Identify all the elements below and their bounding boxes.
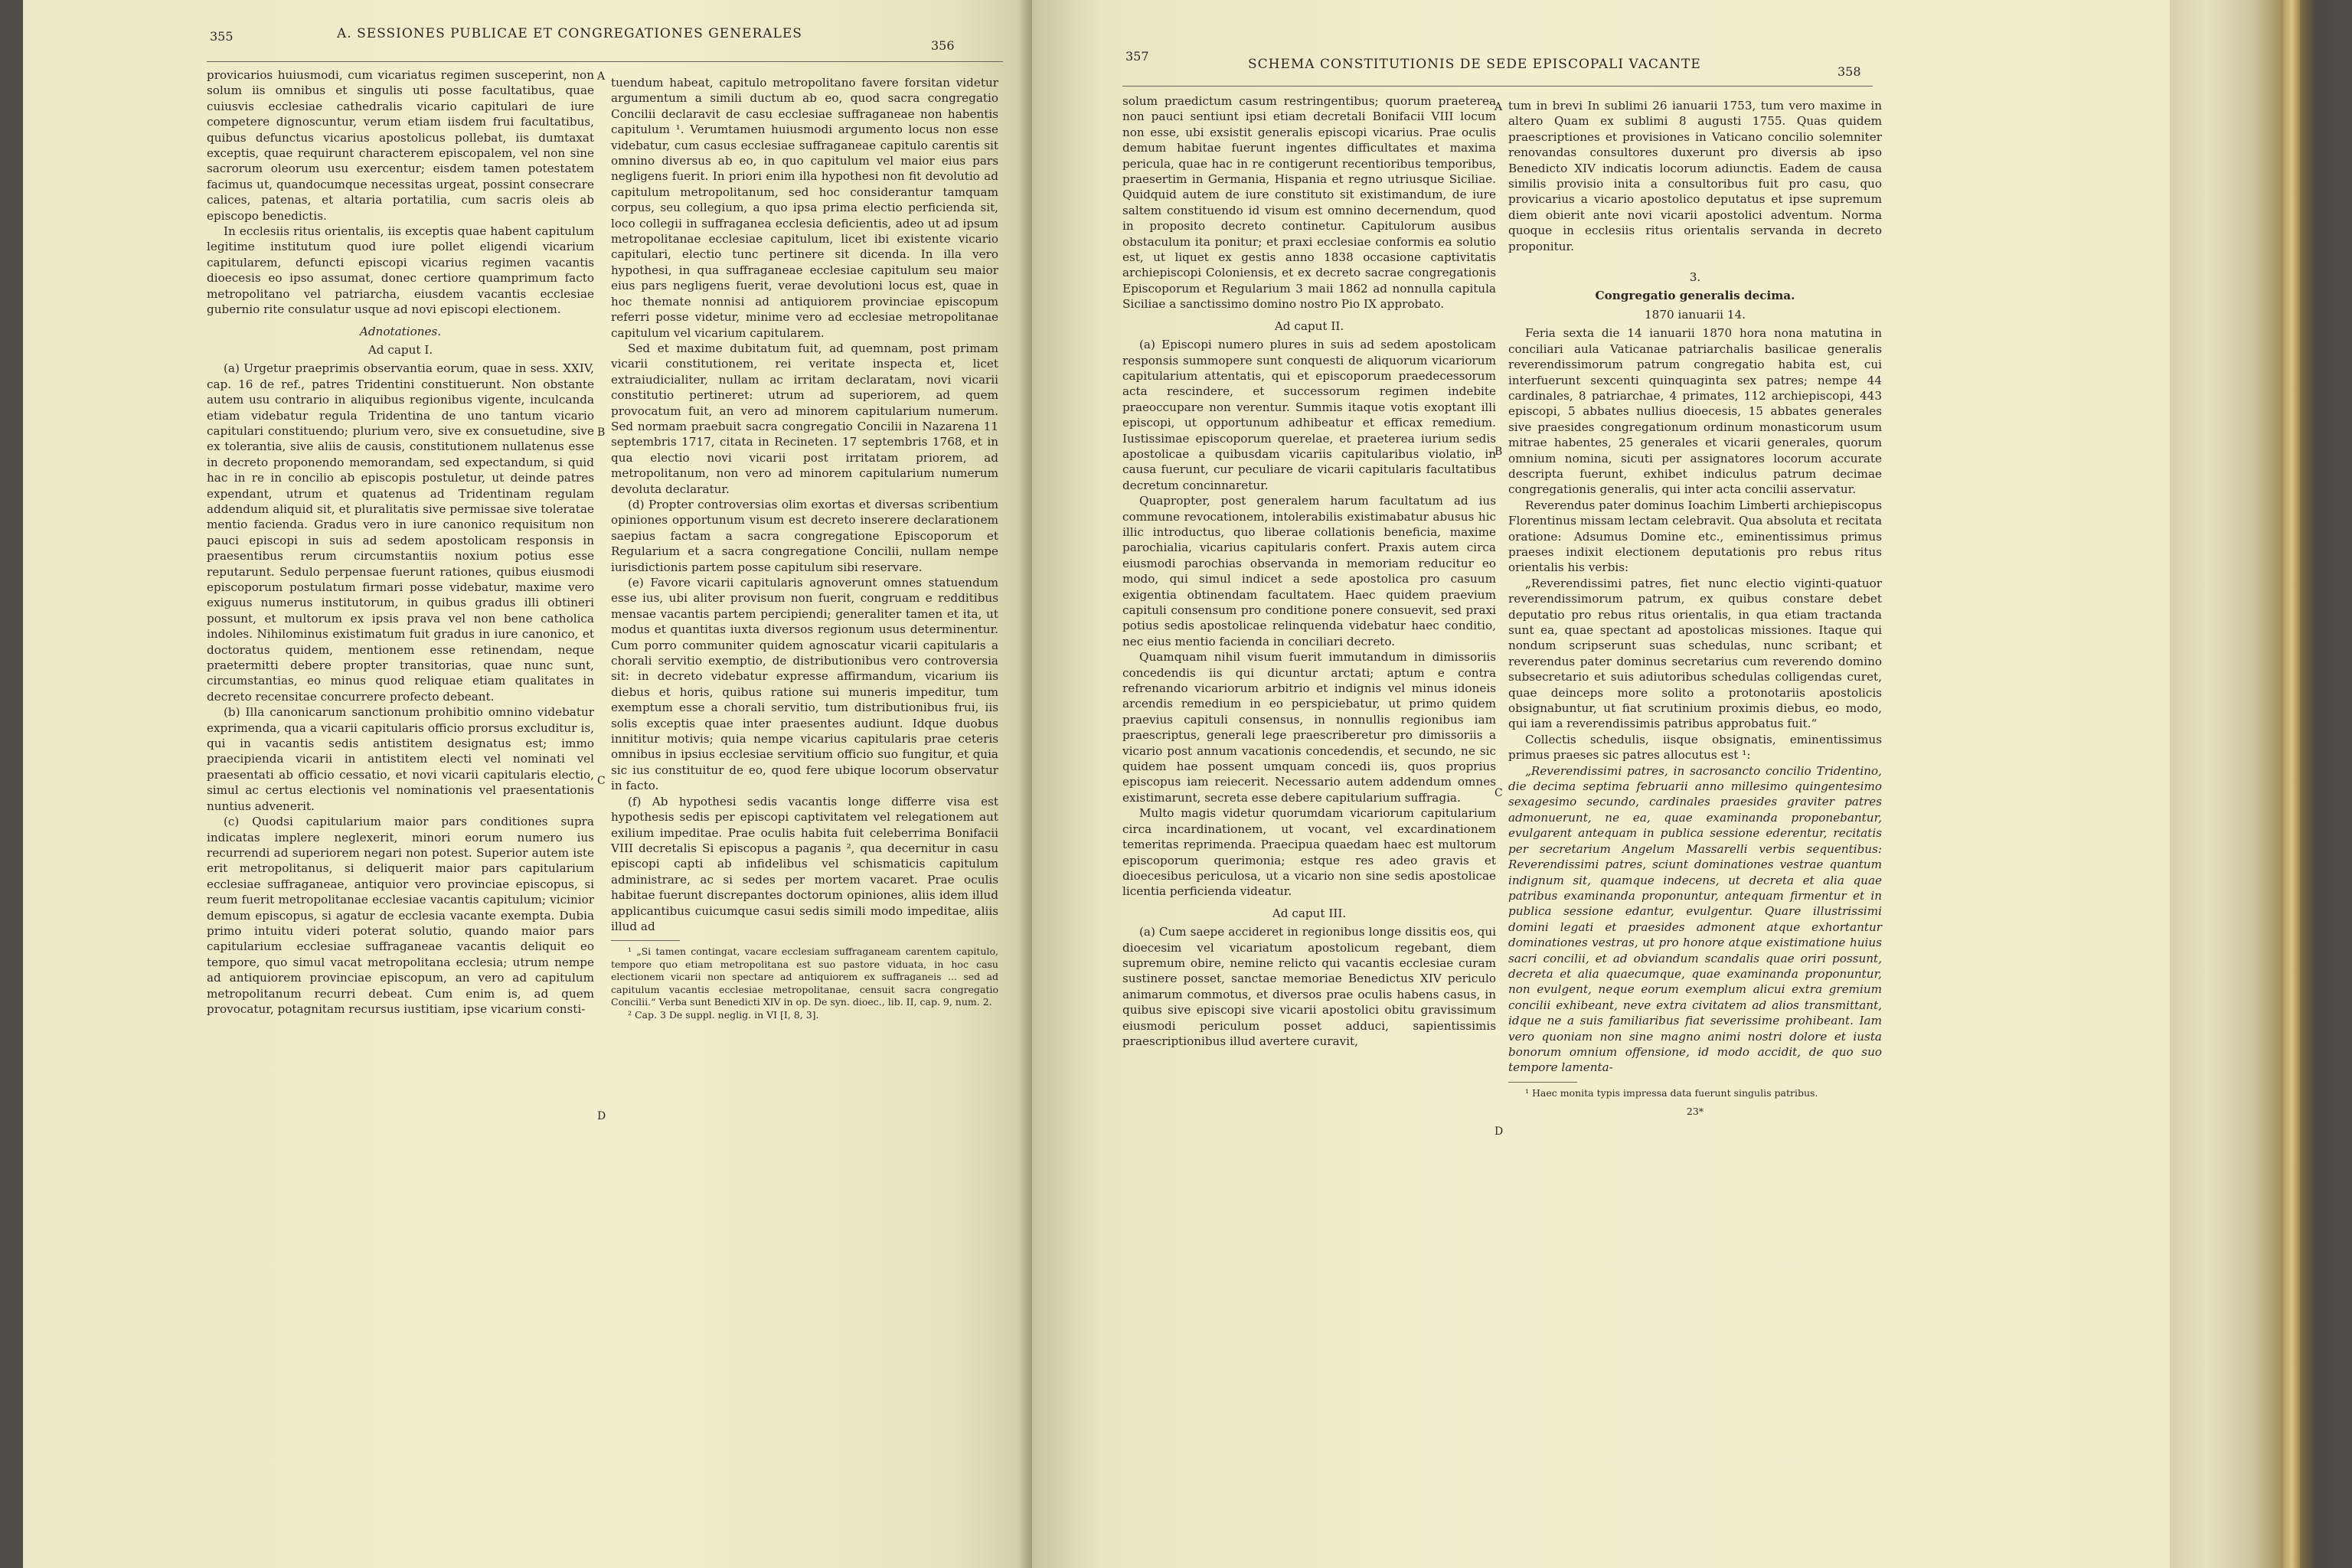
running-head-right: SCHEMA CONSTITUTIONIS DE SEDE EPISCOPALI VACANTE bbox=[1248, 57, 1701, 72]
page-number-358: 358 bbox=[1838, 64, 1861, 79]
margin-letter-a: A bbox=[1494, 101, 1503, 113]
paragraph: Reverendus pater dominus Ioachim Limberti archiepiscopus Florentinus missam lectam celebravit. Qua absoluta et recitata oratione: Adsumus Domine etc., eminentissimus primus praeses indixit electionem deputationis pro rebus ritus orientalis his verbis: bbox=[1508, 498, 1882, 575]
paragraph: „Reverendissimi patres, in sacrosancto concilio Tridentino, die decima septima februarii anno millesimo quingentesimo sexagesimo secundo, cardinales praesides graviter patres admonuerunt, ne ea, quae examinanda proponebantur, evulgarent antequam in publica sessione ederentur, recitatis per secretarium Angelum Massarelli verbis sequentibus: Reverendissimi patres, sciunt dominationes vestrae quantum indignum sit, quamque indecens, ut decreta et alia quae patribus examinanda proponuntur, antequam firmentur et in publica sessione edantur, evulgentur. Quare illustrissimi domini legati et praesides admonent atque exhortantur dominationes vestras, ut pro honore atque existimatione huius sacri concilii, et ad obviandum scandalis quae oriri possunt, decreta et alia quaecumque, quae examinanda proponuntur, non evulgent, neque eorum exemplum alicui extra gremium concilii exhibeant, neve extra civitatem ad alios transmittant, idque ne a suis familiaribus fiat severissime prohibeant. Iam vero quoniam non sine magno animi nostri dolore et iusta bonorum omnium offensione, id modo accidit, de quo suo tempore lamenta- bbox=[1508, 763, 1882, 1075]
section-number: 3. bbox=[1689, 270, 1701, 285]
margin-letter-c: C bbox=[1494, 787, 1503, 799]
left-page bbox=[23, 0, 1032, 1568]
paragraph: Quamquam nihil visum fuerit immutandum in dimissoriis concedendis iis qui dicuntur arctati; aptum e contra refrenando vicariorum arbitrio et indignis vel minus idoneis arcendis remedium in eo perspiciebatur, ut primo quidem praevius capituli consensus, in nonnullis regionibus iam praescriptus, generali lege praescriberetur pro dimissoriis a vicario post annum vacationis concedendis, et secundo, ne sic quidem hae possent umquam concedi iis, quos proprius episcopus iam reiecerit. Necessario autem addendum omnes existimarunt, secreta esse debere capitularium suffragia. bbox=[1122, 650, 1496, 805]
right-page-column-2 bbox=[1508, 98, 1882, 1122]
header-rule bbox=[207, 61, 1003, 62]
paragraph: Quapropter, post generalem harum facultatum ad ius commune revocationem, intolerabilis existimabatur abusus hic illic introductus, quo liberae collationis beneficia, maxime parochialia, vicarius capitularis confert. Praxis autem circa eiusmodi parochias observanda in memoriam reducitur eo modo, qui simul indicet a sede apostolica pro casuum exigentia obtinendam facultatem. Haec quidem praevium capituli consensum pro conditione ponere consuevit, sed praxi potius sedis apostolicae relinquenda videbatur haec conditio, nec eius mentio facienda in conciliari decreto. bbox=[1122, 494, 1496, 648]
paragraph: (a) Episcopi numero plures in suis ad sedem apostolicam responsis summopere sunt conquesti de aliquorum vicariorum capitularium attentatis, qui et episcoporum praedecessorum acta rescindere, et successorum regimen indebite praeoccupare non verentur. Summis itaque votis exoptant illi episcopi, ut opportunum adhibeatur et efficax remedium. Iustissimae episcoporum querelae, et praeterea iurium sedis apostolicae a quibusdam vicariis capitularibus violatio, in causa fuerunt, cur peculiare de vicarii capitularis facultatibus decretum concinnaretur. bbox=[1122, 338, 1496, 492]
paragraph: (e) Favore vicarii capitularis agnoverunt omnes statuendum esse ius, ubi aliter provisum non fuerit, congruam e redditibus mensae vacantis partem percipiendi; generaliter tamen et ita, ut modus et quantitas iuxta diversos regionum usus determinentur. Cum porro communiter quidem agnoscatur vicarii capitularis a chorali servitio exemptio, de distributionibus vero controversia sit: in decreto videbatur expresse affirmandum, vicarium iis diebus et horis, quibus ratione sui muneris impeditur, tum exemptum esse a chorali servitio, tum distributionibus frui, iis solis exceptis quae inter praesentes audiunt. Idque duobus innititur motivis; quia nempe vicarius capitularis prae ceteris omnibus in ipsius ecclesiae servitium officio suo fungitur, et quia sic ius constituitur de eo, quod fere ubique locorum observatur in facto. bbox=[611, 576, 998, 793]
left-page-column-1 bbox=[207, 67, 594, 1017]
section-heading: Adnotationes. bbox=[359, 324, 442, 338]
subsection-heading: Ad caput II. bbox=[1274, 318, 1344, 333]
paragraph: (f) Ab hypothesi sedis vacantis longe differre visa est hypothesis sedis per episcopi captivitatem vel relegationem aut exilium impeditae. Prae oculis habita fuit celeberrima Bonifacii VIII decretalis Si episcopus a paganis ², qua decernitur in casu episcopi capti ab infidelibus vel schismaticis capitulum administrare, ac si sedes per mortem vacaret. Prae oculis habitae fuerunt discrepantes doctorum opiniones, aliis idem illud applicantibus cuicumque casui sedis simili modo impeditae, aliis illud ad bbox=[611, 794, 998, 933]
gilt-edge bbox=[2283, 0, 2300, 1568]
header-rule bbox=[1122, 86, 1873, 87]
margin-letter-a: A bbox=[597, 70, 606, 83]
paragraph: tuendum habeat, capitulo metropolitano favere forsitan videtur argumentum a simili ductum ab eo, quod sacra congregatio Concilii declaravit de casu ecclesiae suffraganeae non habentis capitulum ¹. Verumtamen huiusmodi argumento locus non esse videbatur, cum casus ecclesiae suffraganeae capitulo carentis sit omnino diversus ab eo, in quo capitulum vel maior eius pars negligens fuerit. In priori enim illa hypothesi non fit devolutio ad capitulum metropolitanum, sed hoc considerantur tamquam corpus, seu collegium, a quo ipsa prima electio perficienda sit, loco collegii in suffraganea ecclesia deficientis, adeo ut ad ipsum metropolitanae ecclesiae capitulum, licet ibi existente vicario capitulari, electio tunc pertinere sit dicenda. In illa vero hypothesi, in qua suffraganeae ecclesiae capitulum seu maior eius pars negligens fuerit, verae devolutioni locus est, quae in hoc themate nonnisi ad antiquiorem provinciae episcopum referri posse videtur, minime vero ad ecclesiae metropolitanae capitulum vel vicarium capitularem. bbox=[611, 76, 998, 340]
paragraph: (a) Urgetur praeprimis observantia eorum, quae in sess. XXIV, cap. 16 de ref., patres Tridentini constituerunt. Non obstante autem usu contrario in aliquibus regionibus vigente, inculcanda etiam videbatur regula Tridentina de uno tantum vicario capitulari constituendo; plurium vero, sive ex consuetudine, sive ex tolerantia, sive aliis de causis, constitutionem nullatenus esse in decreto proponendo memorandam, sed expectandum, si quid hac in re in concilio ab episcopis postuletur, ut deinde patres expendant, utrum et quatenus ad Tridentinam regulam addendum aliquid sit, et pluralitatis sive permissae sive toleratae mentio facienda. Gradus vero in iure canonico requisitum non pauci episcopi in suis ad sedem apostolicam responsis in praesentibus rerum circumstantiis noxium potius esse reputarunt. Sedulo perpensae fuerunt rationes, quibus eiusmodi episcoporum postulatum firmari posse videbatur, maxime vero exiguus numerus institutorum, in quibus gradus illi obtineri possunt, et multorum ex ipsis prava vel non bene catholica indoles. Nihilominus existimatum fuit gradus in iure canonico, et doctoratus quidem, mentionem esse retinendam, neque praetermitti debere propter transitorias, quae nunc sunt, circumstantias, eo minus quod reliquae etiam qualitates in decreto recensitae concurrere profecto debeant. bbox=[207, 361, 594, 704]
book-page-edges bbox=[2170, 0, 2352, 1568]
paragraph: Feria sexta die 14 ianuarii 1870 hora nona matutina in conciliari aula Vaticanae patriarchalis basilicae generalis reverendissimorum patrum congregatio habita est, cui interfuerunt sexcenti quinquaginta sex patres; nempe 44 cardinales, 8 patriarchae, 4 primates, 112 archiepiscopi, 443 episcopi, 5 abbates nullius dioecesis, 15 abbates generales sive praesides congregationum ordinum monasticorum usum mitrae habentes, 25 generales et vicarii generales, quorum omnium nomina, sicuti per assignatores locorum accurate descripta fuerunt, exhibet indiculus patrum decimae congregationis generalis, qui inter acta concilii asservatur. bbox=[1508, 326, 1882, 497]
page-number-355: 355 bbox=[210, 29, 234, 44]
margin-letter-b: B bbox=[597, 426, 606, 439]
page-number-356: 356 bbox=[931, 38, 955, 53]
running-head-left: A. SESSIONES PUBLICAE ET CONGREGATIONES GENERALES bbox=[337, 26, 802, 41]
paragraph: (d) Propter controversias olim exortas et diversas scribentium opiniones opportunum visum est decreto inserere declarationem saepius factam a sacra congregatione Episcoporum et Regularium et a sacra congregatione Concilii, nullam nempe iurisdictionis partem posse capitulum sibi reservare. bbox=[611, 497, 998, 574]
margin-letter-b: B bbox=[1494, 446, 1503, 458]
paragraph: tum in brevi In sublimi 26 ianuarii 1753, tum vero maxime in altero Quam ex sublimi 8 augusti 1755. Quas quidem praescriptiones et provisiones in Vaticano concilio solemniter renovandas consultores duxerunt pro diversis ab ipso Benedicto XIV indicatis locorum adiunctis. Eadem de causa similis provisio inita a consultoribus fuit pro casu, quo provicarius a vicario apostolico deputatus et ipse supremum diem obierit ante novi vicarii apostolici adventum. Norma quoque in ecclesiis ritus orientalis servanda in decreto proponitur. bbox=[1508, 99, 1882, 253]
page-number-357: 357 bbox=[1125, 49, 1149, 64]
right-page-column-1 bbox=[1122, 93, 1496, 1049]
footnote: ¹ „Si tamen contingat, vacare ecclesiam suffraganeam carentem capitulo, tempore quo etiam metropolitana est suo pastore viduata, in hoc casu electionem vicarii non spectare ad antiquiorem ex suffraganeis ... sed ad capitulum vacantis ecclesiae metropolitanae, censuit sacra congregatio Concilii.“ Verba sunt Benedicti XIV in op. De syn. dioec., lib. II, cap. 9, num. 2. bbox=[611, 946, 998, 1008]
paragraph: In ecclesiis ritus orientalis, iis exceptis quae habent capitulum legitime institutum quod iure pollet eligendi vicarium capitularem, defuncti episcopi vicarius regimen vacantis dioecesis eo ipso assumat, donec certiore quamprimum facto metropolitano vel patriarcha, eiusdem vacantis ecclesiae gubernio rite consulatur usque ad novi episcopi electionem. bbox=[207, 224, 594, 317]
paragraph: Collectis schedulis, iisque obsignatis, eminentissimus primus praeses sic patres allocutus est ¹: bbox=[1508, 732, 1882, 763]
footnote-rule bbox=[611, 940, 680, 941]
subsection-heading: Ad caput I. bbox=[368, 342, 433, 357]
margin-letter-d: D bbox=[597, 1110, 606, 1122]
subsection-heading: Ad caput III. bbox=[1272, 906, 1347, 920]
footnote: ² Cap. 3 De suppl. neglig. in VI [I, 8, 3]. bbox=[628, 1008, 819, 1021]
paragraph: (c) Quodsi capitularium maior pars conditiones supra indicatas implere neglexerit, minori eorum numero ius recurrendi ad superiorem negari non potest. Superior autem iste erit metropolitanus, si deliquerit maior pars capitularium ecclesiae suffraganeae, antiquior vero provinciae episcopus, si reum fuerit metropolitanae ecclesiae vacantis capitulum; vicinior demum episcopus, si agatur de ecclesia vacante exempta. Dubia primo intuitu videri poterat solutio, quando maior pars capitularium ecclesiae suffraganeae vacantis deliquit eo tempore, quo simul vacat metropolitana ecclesia; utrum nempe ad antiquiorem provinciae episcopum, an vero ad capitulum metropolitanum recurri debeat. Cum enim is, ad quem provocatur, potagnitam recursus iustitiam, ipse vicarium consti- bbox=[207, 815, 594, 1016]
section-heading: Congregatio generalis decima. bbox=[1595, 289, 1795, 303]
paragraph: Multo magis videtur quorumdam vicariorum capitularium circa incardinationem, ut vocant, vel excardinationem temeritas reprimenda. Praecipua quaedam haec est multorum episcoporum querimonia; estque res adeo gravis et dioecesibus periculosa, ut a vicario non sine sedis apostolicae licentia perficienda videatur. bbox=[1122, 806, 1496, 899]
right-page bbox=[1032, 0, 2170, 1568]
paragraph: (b) Illa canonicarum sanctionum prohibitio omnino videbatur exprimenda, qua a vicarii capitularis officio prorsus excluditur is, qui in vacantis sedis antistitem designatus est; immo praecipienda vicarii in antistitem electi vel nominati vel praesentati ab officio cessatio, et novi vicarii capitularis electio, simul ac certus electionis vel nominationis vel praesentationis nuntius advenerit. bbox=[207, 705, 594, 813]
paragraph: solum praedictum casum restringentibus; quorum praeterea non pauci sentiunt ipsi etiam decretali Bonifacii VIII locum non esse, ubi exsistit generalis episcopi vicarius. Prae oculis demum habitae fuerunt ingentes difficultates et maxima pericula, quae hac in re contigerunt recentioribus temporibus, praesertim in Germania, Hispania et regno utriusque Siciliae. Quidquid autem de iure constituto sit existimandum, de iure saltem constituendo id visum est omnino decernendum, quod in proposito decreto continetur. Capitulorum ausibus obstaculum ita ponitur; et praxi ecclesiae conformis ea solutio est, ut liquet ex gestis anno 1838 occasione captivitatis archiepiscopi Coloniensis, et ex decreto sacrae congregationis Episcoporum et Regularium 3 maii 1862 ad nonnulla capitula Siciliae a sanctissimo domino nostro Pio IX approbato. bbox=[1122, 94, 1496, 312]
margin-letter-d: D bbox=[1494, 1125, 1504, 1138]
paragraph: (a) Cum saepe accideret in regionibus longe dissitis eos, qui dioecesim vel vicariatum apostolicum regebant, diem supremum obire, nemine relicto qui vacantis ecclesiae curam sustinere posset, sanctae memoriae Benedictus XIV periculo animarum commotus, et diversos prae oculis habens casus, in quibus sive episcopi sive vicarii apostolici obitu gravissimum eiusmodi periculum posset adduci, sapientissimis praescriptionibus illud avertere curavit, bbox=[1122, 925, 1496, 1048]
left-page-column-2 bbox=[611, 75, 998, 1021]
paragraph: „Reverendissimi patres, fiet nunc electio viginti-quatuor reverendissimorum patrum, ex quibus constare debet deputatio pro rebus ritus orientalis, in qua etiam tractanda sunt ea, quae spectant ad apostolicas missiones. Itaque qui nondum scripserunt suas schedulas, nunc scribant; et reverendus pater dominus secretarius cum reverendo domino subsecretario et suis adiutoribus schedulas colligendas curet, quae deinceps more solito a protonotariis apostolicis obsignabuntur, ut fiat scrutinium proximis diebus, eo modo, qui iam a reverendissimis patribus approbatus fuit.“ bbox=[1508, 576, 1882, 731]
margin-letter-c: C bbox=[597, 775, 606, 787]
footnote: ¹ Haec monita typis impressa data fuerunt singulis patribus. bbox=[1525, 1086, 1818, 1099]
paragraph: provicarios huiusmodi, cum vicariatus regimen susceperint, non solum iis omnibus et singulis uti posse facultatibus, quae cuiusvis ecclesiae cathedralis vicario capitulari de iure competere dignoscuntur, verum etiam iisdem frui facultatibus, quibus defunctus vicarius apostolicus pollebat, iis dumtaxat exceptis, quae requirunt characterem episcopalem, vel non sine sacrorum oleorum usu exercentur; eisdem tamen potestatem facimus ut, quandocumque necessitas urgeat, possint consecrare calices, patenas, et altaria portatilia, cum sacris oleis ab episcopo benedictis. bbox=[207, 68, 594, 223]
section-date: 1870 ianuarii 14. bbox=[1645, 307, 1746, 322]
signature-mark: 23* bbox=[1686, 1106, 1704, 1118]
footnote-rule bbox=[1508, 1082, 1577, 1083]
paragraph: Sed et maxime dubitatum fuit, ad quemnam, post primam vicarii constitutionem, rei veritate inspecta et, licet extraiudicialiter, nullam ac irritam declaratam, novi vicarii constitutio pertineret: utrum ad superiorem, ad quem provocatum fuit, an vero ad minorem capitularium numerum. Sed normam praebuit sacra congregatio Concilii in Nazarena 11 septembris 1717, citata in Recineten. 17 septembris 1768, et in qua electio novi vicarii post irritatam priorem, ad metropolitanum, non vero ad minorem capitularium numerum devoluta declaratur. bbox=[611, 341, 998, 496]
